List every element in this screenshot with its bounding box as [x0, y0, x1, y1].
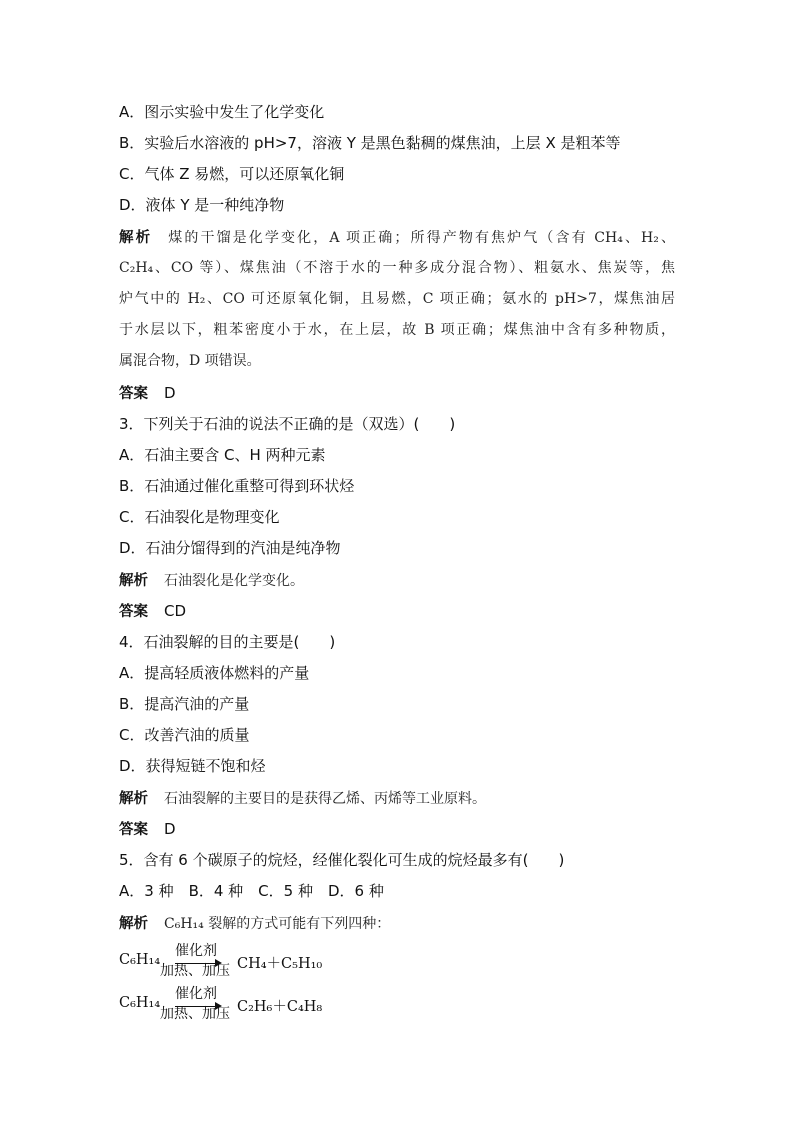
q4-option-c: C．改善汽油的质量 [119, 726, 250, 744]
answer-label: 答案 [119, 604, 148, 620]
q3-option-d: D．石油分馏得到的汽油是纯净物 [119, 539, 341, 557]
q4-option-a: A．提高轻质液体燃料的产量 [119, 664, 310, 682]
q2-explanation-line: 炉气中的 H₂、CO 可还原氧化铜，且易燃，C 项正确；氨水的 pH>7，煤焦油居 [119, 291, 675, 307]
condition-heat-pressure: 加热、加压 [160, 1006, 230, 1022]
q4-stem: 4．石油裂解的目的主要是( ) [119, 633, 336, 651]
q2-option-d: D．液体 Y 是一种纯净物 [119, 196, 285, 214]
q2-option-b: B．实验后水溶液的 pH>7，溶液 Y 是黑色黏稠的煤焦油，上层 X 是粗苯等 [119, 134, 621, 152]
explanation-label: 解析 [119, 573, 148, 589]
explanation-label: 解析 [119, 230, 153, 246]
q2-explanation-line: 于水层以下，粗苯密度小于水，在上层，故 B 项正确；煤焦油中含有多种物质， [119, 322, 675, 338]
q4-explanation [119, 788, 486, 809]
answer-label: 答案 [119, 386, 148, 402]
reactant: C₆H₁₄ [119, 995, 161, 1011]
explanation-label: 解析 [119, 916, 148, 932]
q3-option-b: B．石油通过催化重整可得到环状烃 [119, 477, 355, 495]
q2-explanation-line [119, 227, 675, 248]
q3-option-a: A．石油主要含 C、H 两种元素 [119, 446, 326, 464]
q5-stem: 5．含有 6 个碳原子的烷烃，经催化裂化可生成的烷烃最多有( ) [119, 851, 565, 869]
condition-catalyst: 催化剂 [175, 943, 217, 959]
answer-value: D [164, 820, 176, 838]
explanation-label: 解析 [119, 791, 148, 807]
q4-option-d: D．获得短链不饱和烃 [119, 757, 266, 775]
products: CH₄＋C₅H₁₀ [237, 956, 323, 972]
q3-explanation [119, 570, 304, 591]
q2-explanation-line: C₂H₄、CO 等）、煤焦油（不溶于水的一种多成分混合物）、粗氨水、焦炭等，焦 [119, 260, 675, 276]
products: C₂H₆＋C₄H₈ [237, 999, 323, 1015]
answer-label: 答案 [119, 822, 148, 838]
reactant: C₆H₁₄ [119, 952, 161, 968]
explanation-text: 石油裂化是化学变化。 [164, 573, 304, 589]
q5-options: A．3 种 B．4 种 C．5 种 D．6 种 [119, 882, 384, 900]
q5-explanation [119, 913, 390, 934]
q2-option-a: A．图示实验中发生了化学变化 [119, 103, 325, 121]
condition-catalyst: 催化剂 [175, 986, 217, 1002]
explanation-text: 煤的干馏是化学变化，A 项正确；所得产物有焦炉气（含有 CH₄、H₂、 [168, 230, 675, 246]
q3-option-c: C．石油裂化是物理变化 [119, 508, 280, 526]
condition-heat-pressure: 加热、加压 [160, 963, 230, 979]
q4-option-b: B．提高汽油的产量 [119, 695, 250, 713]
q2-explanation-line: 属混合物，D 项错误。 [119, 353, 261, 369]
q2-answer [119, 383, 176, 404]
explanation-text: C₆H₁₄ 裂解的方式可能有下列四种： [164, 916, 391, 932]
q2-option-c: C．气体 Z 易燃，可以还原氧化铜 [119, 165, 345, 183]
q3-answer [119, 601, 186, 622]
explanation-text: 石油裂解的主要目的是获得乙烯、丙烯等工业原料。 [164, 791, 486, 807]
q4-answer [119, 819, 176, 840]
answer-value: CD [164, 602, 187, 620]
q3-stem: 3．下列关于石油的说法不正确的是（双选）( ) [119, 415, 456, 433]
answer-value: D [164, 384, 176, 402]
